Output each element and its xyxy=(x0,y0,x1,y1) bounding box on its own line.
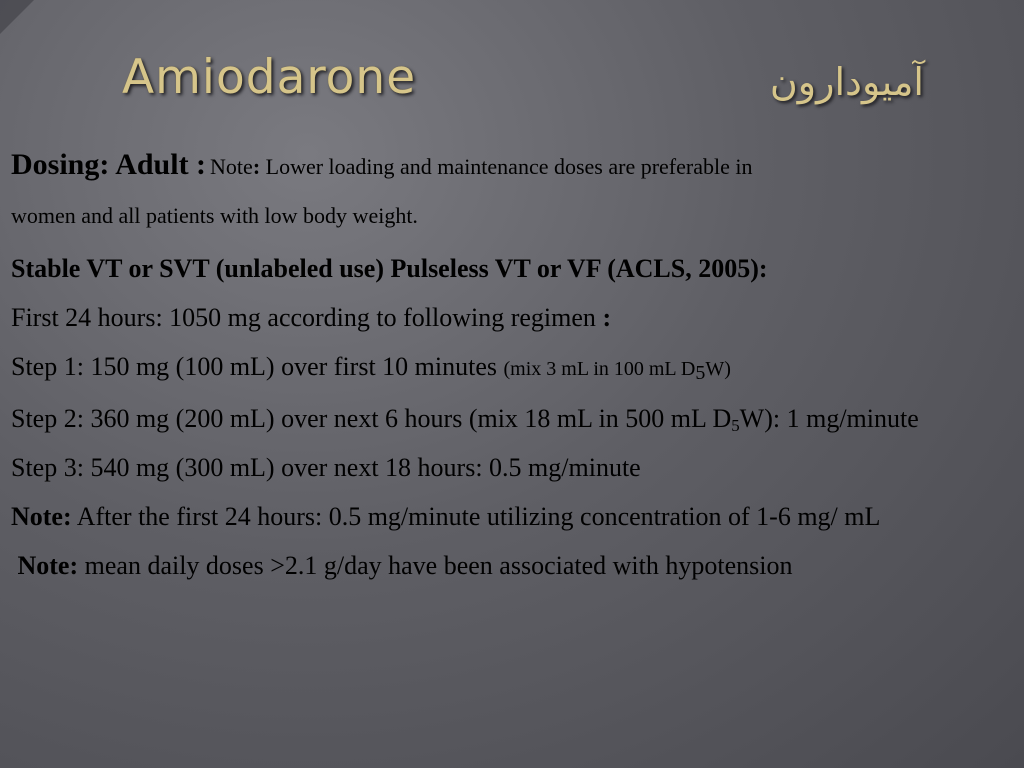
note-after-24h-text: After the first 24 hours: 0.5 mg/minute utilizing concentration of 1-6 mg/ mL xyxy=(71,502,881,531)
note-hypotension xyxy=(11,546,1001,585)
note-after-24h xyxy=(11,497,1001,536)
note-after-24h-label: Note: xyxy=(11,502,72,531)
corner-decoration xyxy=(0,0,34,34)
step-1-main: Step 1: 150 mg (100 mL) over first 10 minutes xyxy=(11,352,498,381)
first-24-hours-text: First 24 hours: 1050 mg according to following regimen xyxy=(11,303,596,332)
dosing-note-colon: : xyxy=(252,154,261,179)
dosing-note-label: Note xyxy=(210,154,253,179)
step-1-mix-a: (mix 3 mL in 100 mL D xyxy=(503,358,696,380)
step-1-mix-b: W) xyxy=(705,358,731,380)
step-1 xyxy=(11,347,1001,389)
dosing-heading: Dosing: Adult : xyxy=(11,148,207,181)
slide-title-persian: آمیودارون xyxy=(769,60,924,104)
step-2-sub: 5 xyxy=(731,416,740,435)
first-24-hours xyxy=(11,298,1001,337)
step-2 xyxy=(11,399,1001,438)
note-hypotension-label: Note: xyxy=(17,551,79,580)
step-3: Step 3: 540 mg (300 mL) over next 18 hours: 0.5 mg/minute xyxy=(11,453,641,482)
step-1-sub: 5 xyxy=(695,362,706,384)
dosing-paragraph xyxy=(11,142,1001,242)
step-2-main-b: W): 1 mg/minute xyxy=(739,404,919,433)
step-2-main-a: Step 2: 360 mg (200 mL) over next 6 hours (mix 18 mL in 500 mL D xyxy=(11,404,732,433)
note-hypotension-text: mean daily doses >2.1 g/day have been associated with hypotension xyxy=(78,551,793,580)
slide-title: Amiodarone xyxy=(122,50,417,105)
slide-content xyxy=(11,142,1001,585)
first-24-hours-colon: : xyxy=(602,303,612,332)
dosing-note-text-2: women and all patients with low body weight. xyxy=(11,203,418,228)
indication-heading: Stable VT or SVT (unlabeled use) Pulseless VT or VF (ACLS, 2005): xyxy=(11,254,768,283)
dosing-note-text-1: Lower loading and maintenance doses are preferable in xyxy=(260,154,753,179)
